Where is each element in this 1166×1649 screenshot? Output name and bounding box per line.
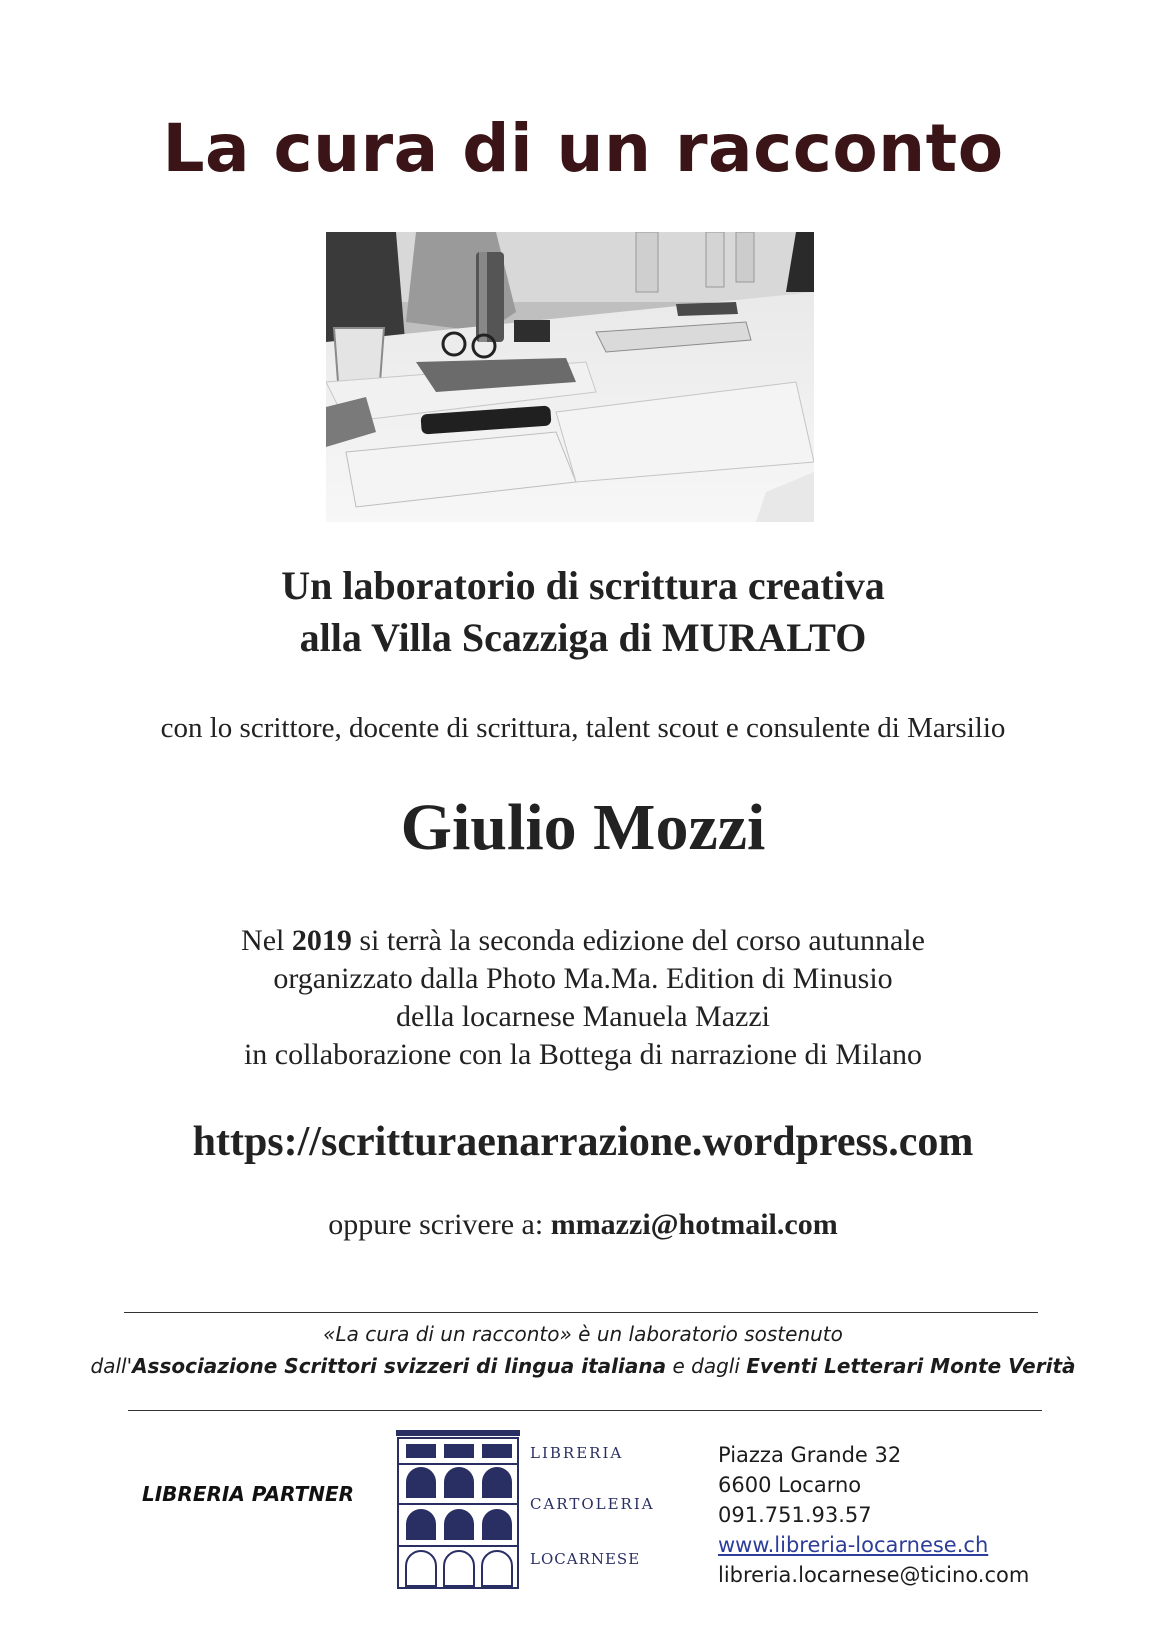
support-line-2 [0, 1350, 1166, 1382]
info-line-1-suffix: si terrà la seconda edizione del corso autunnale [351, 924, 925, 957]
info-line-1 [0, 922, 1166, 960]
info-line-3: della locarnese Manuela Mazzi [396, 1000, 770, 1033]
contact-email[interactable]: mmazzi@hotmail.com [550, 1208, 838, 1241]
logo-word-libreria: LIBRERIA [530, 1444, 624, 1462]
logo-word-cartoleria: CARTOLERIA [530, 1495, 655, 1513]
bookshop-logo [394, 1428, 666, 1592]
address-street: Piazza Grande 32 [718, 1443, 902, 1467]
partner-address [718, 1440, 1029, 1590]
workshop-photo-illustration [326, 232, 814, 522]
info-line-2: organizzato dalla Photo Ma.Ma. Edition di Minusio [273, 962, 893, 995]
website-url[interactable]: https://scritturaenarrazione.wordpress.com [192, 1119, 974, 1165]
address-phone: 091.751.93.57 [718, 1503, 872, 1527]
logo-word-locarnese: LOCARNESE [530, 1550, 641, 1568]
info-line-1-prefix: Nel [241, 924, 292, 957]
contact-line [0, 1208, 1166, 1242]
partner-label: LIBRERIA PARTNER [142, 1482, 355, 1506]
supporter-association: Associazione Scrittori svizzeri di lingua italiana [132, 1354, 667, 1378]
course-info [0, 922, 1166, 1074]
address-web-link[interactable]: www.libreria-locarnese.ch [718, 1533, 989, 1557]
supporter-events: Eventi Letterari Monte Verità [746, 1354, 1076, 1378]
course-year: 2019 [291, 924, 352, 957]
address-email[interactable]: libreria.locarnese@ticino.com [718, 1563, 1030, 1587]
support-text-a: dall' [90, 1354, 133, 1378]
info-line-4: in collaborazione con la Bottega di narrazione di Milano [243, 1038, 923, 1071]
page-title: La cura di un racconto [162, 110, 1004, 187]
support-text-c: e dagli [666, 1354, 747, 1378]
workshop-subtitle [0, 560, 1166, 664]
subtitle-line-2: alla Villa Scazziga di MURALTO [299, 615, 867, 660]
workshop-photo [326, 232, 814, 522]
arcade-logo-icon [394, 1428, 524, 1592]
subtitle-line-1: Un laboratorio di scrittura creativa [281, 563, 885, 608]
support-note [0, 1318, 1166, 1382]
address-city: 6600 Locarno [718, 1473, 862, 1497]
author-name: Giulio Mozzi [400, 791, 766, 864]
contact-prefix: oppure scrivere a: [328, 1208, 551, 1241]
support-line-1: «La cura di un racconto» è un laboratorio sostenuto [323, 1322, 843, 1346]
divider-bottom [128, 1410, 1042, 1411]
author-description: con lo scrittore, docente di scrittura, talent scout e consulente di Marsilio [160, 712, 1006, 744]
divider-top [124, 1312, 1038, 1313]
